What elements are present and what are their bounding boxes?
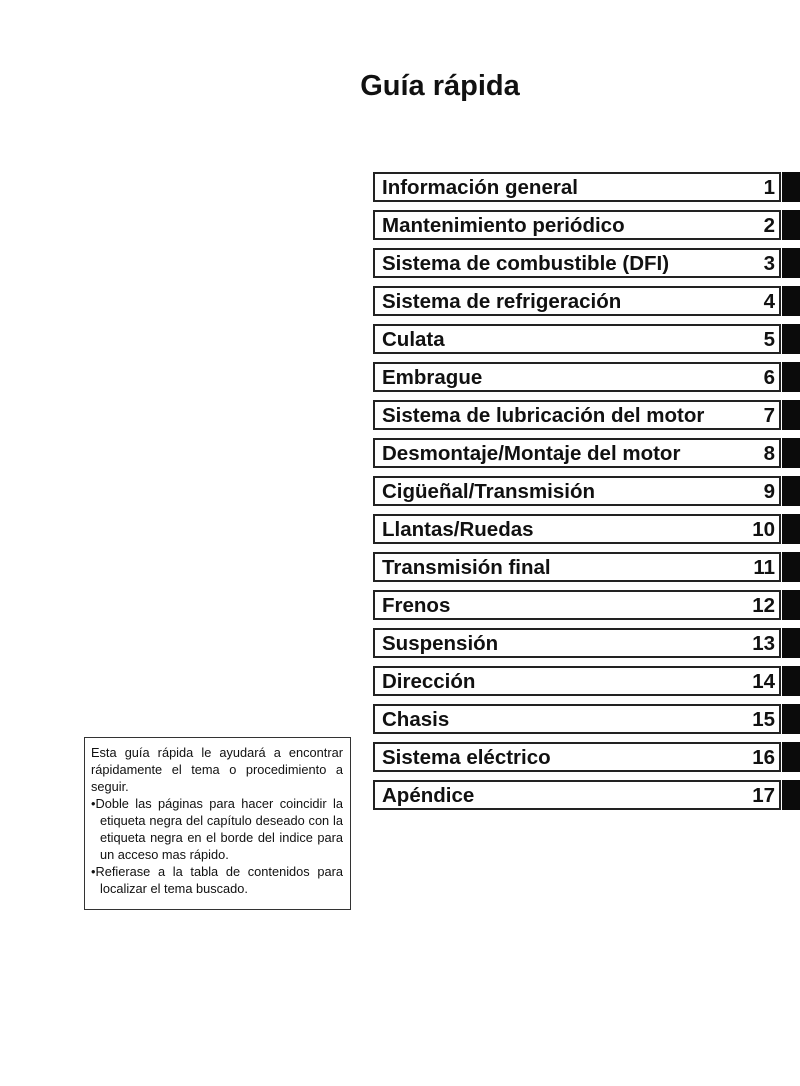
chapter-edge-tab (782, 210, 800, 240)
chapter-number: 15 (752, 708, 775, 731)
chapter-box (373, 780, 781, 810)
chapter-title: Sistema de refrigeración (382, 290, 622, 313)
chapter-box (373, 514, 781, 544)
chapter-title: Mantenimiento periódico (382, 214, 625, 237)
chapter-row-15[interactable] (373, 704, 800, 734)
chapter-box (373, 400, 781, 430)
chapter-edge-tab (782, 514, 800, 544)
chapter-edge-tab (782, 552, 800, 582)
chapter-row-3[interactable] (373, 248, 800, 278)
chapter-number: 1 (763, 176, 775, 199)
chapter-edge-tab (782, 172, 800, 202)
chapter-number: 12 (752, 594, 775, 617)
chapter-row-11[interactable] (373, 552, 800, 582)
chapter-title: Desmontaje/Montaje del motor (382, 442, 681, 465)
chapter-box (373, 742, 781, 772)
chapter-row-14[interactable] (373, 666, 800, 696)
chapter-box (373, 362, 781, 392)
chapter-box (373, 628, 781, 658)
chapter-edge-tab (782, 666, 800, 696)
page-title: Guía rápida (360, 70, 520, 102)
chapter-row-10[interactable] (373, 514, 800, 544)
chapter-number: 13 (752, 632, 775, 655)
chapter-row-13[interactable] (373, 628, 800, 658)
chapter-edge-tab (782, 780, 800, 810)
chapter-box (373, 476, 781, 506)
chapter-box (373, 172, 781, 202)
chapter-edge-tab (782, 742, 800, 772)
chapter-title: Embrague (382, 366, 483, 389)
chapter-title: Chasis (382, 708, 450, 731)
chapter-number: 14 (752, 670, 775, 693)
chapter-title: Suspensión (382, 632, 499, 655)
chapter-number: 3 (763, 252, 775, 275)
chapter-row-8[interactable] (373, 438, 800, 468)
chapter-box (373, 324, 781, 354)
chapter-row-6[interactable] (373, 362, 800, 392)
chapter-number: 5 (763, 328, 775, 351)
chapter-row-12[interactable] (373, 590, 800, 620)
chapter-edge-tab (782, 248, 800, 278)
chapter-row-1[interactable] (373, 172, 800, 202)
chapter-number: 17 (752, 784, 775, 807)
chapter-row-2[interactable] (373, 210, 800, 240)
chapter-number: 4 (763, 290, 775, 313)
chapter-edge-tab (782, 362, 800, 392)
help-bullet-fold-pages: •Doble las páginas para hacer coincidir la etiqueta negra del capítulo deseado con la etiqueta negra en el borde del indice para un acceso mas rápido. (91, 796, 343, 862)
chapter-box (373, 704, 781, 734)
chapter-edge-tab (782, 476, 800, 506)
chapter-title: Culata (382, 328, 445, 351)
chapter-box (373, 590, 781, 620)
chapter-title: Frenos (382, 594, 451, 617)
chapter-edge-tab (782, 324, 800, 354)
chapter-number: 10 (752, 518, 775, 541)
chapter-title: Apéndice (382, 784, 475, 807)
chapter-row-16[interactable] (373, 742, 800, 772)
quick-guide-help-box (84, 737, 351, 910)
chapter-number: 9 (763, 480, 775, 503)
chapter-title: Dirección (382, 670, 476, 693)
chapter-number: 8 (763, 442, 775, 465)
chapter-row-7[interactable] (373, 400, 800, 430)
help-intro: Esta guía rápida le ayudará a encontrar rápidamente el tema o procedimiento a seguir. (91, 745, 343, 794)
chapter-title: Transmisión final (382, 556, 551, 579)
chapter-number: 11 (753, 556, 775, 579)
chapter-row-4[interactable] (373, 286, 800, 316)
chapter-number: 2 (763, 214, 775, 237)
chapter-row-9[interactable] (373, 476, 800, 506)
chapter-edge-tab (782, 438, 800, 468)
chapter-edge-tab (782, 400, 800, 430)
chapter-edge-tab (782, 286, 800, 316)
chapter-row-17[interactable] (373, 780, 800, 810)
chapter-title: Llantas/Ruedas (382, 518, 534, 541)
chapter-title: Sistema eléctrico (382, 746, 551, 769)
chapter-edge-tab (782, 628, 800, 658)
chapter-title: Cigüeñal/Transmisión (382, 480, 596, 503)
chapter-edge-tab (782, 704, 800, 734)
chapter-number: 16 (752, 746, 775, 769)
chapter-box (373, 552, 781, 582)
chapter-edge-tab (782, 590, 800, 620)
chapter-title: Información general (382, 176, 578, 199)
chapter-box (373, 248, 781, 278)
chapter-box (373, 438, 781, 468)
chapter-number: 7 (763, 404, 775, 427)
chapter-box (373, 286, 781, 316)
chapter-index (373, 172, 800, 818)
chapter-box (373, 666, 781, 696)
chapter-box (373, 210, 781, 240)
chapter-row-5[interactable] (373, 324, 800, 354)
help-bullet-table-of-contents: •Refierase a la tabla de contenidos para localizar el tema buscado. (91, 864, 343, 896)
chapter-number: 6 (763, 366, 775, 389)
chapter-title: Sistema de combustible (DFI) (382, 252, 670, 275)
chapter-title: Sistema de lubricación del motor (382, 404, 705, 427)
